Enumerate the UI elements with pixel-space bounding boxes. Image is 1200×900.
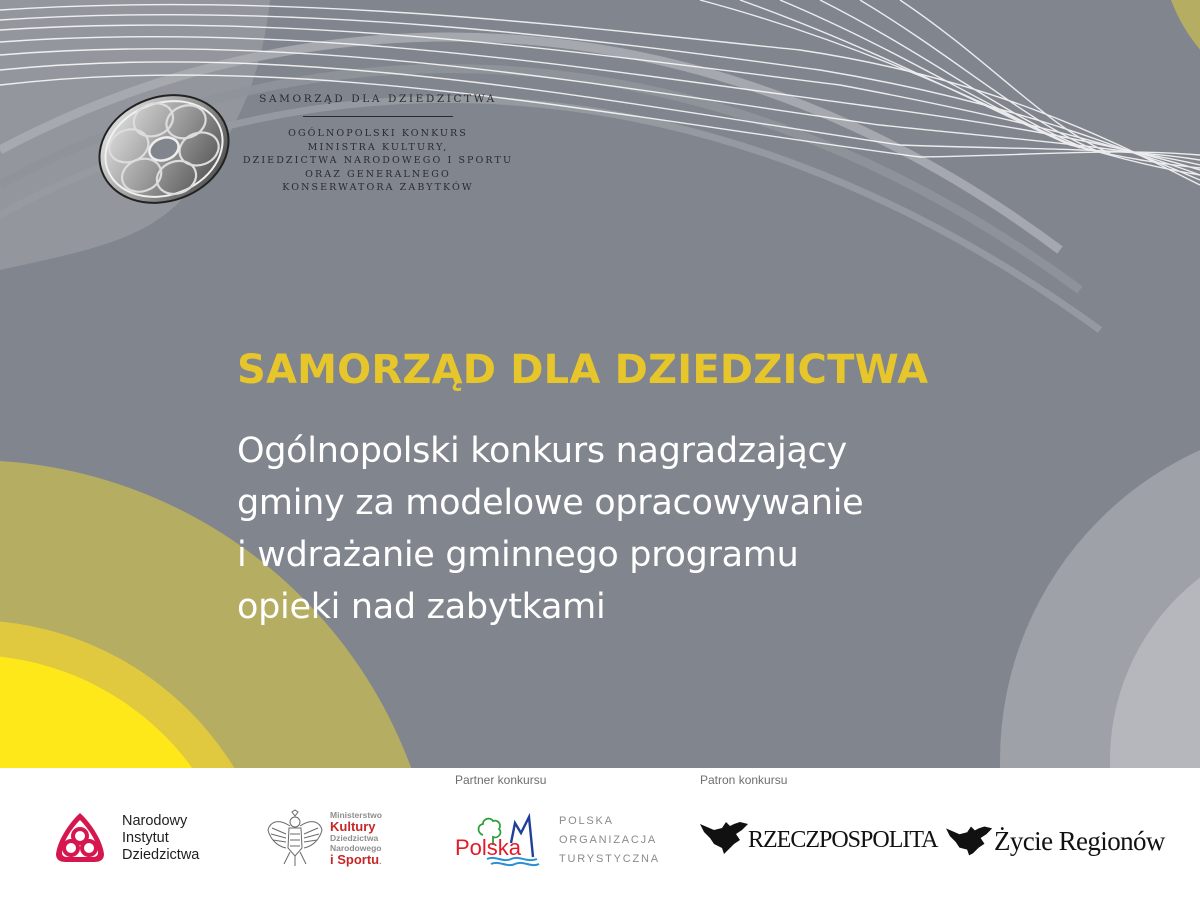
eagle-silhouette-icon <box>700 820 752 854</box>
zycie-regionow-name: Życie Regionów <box>994 826 1165 856</box>
zycie-regionow-logo <box>946 822 1165 856</box>
description-line: i wdrażanie gminnego programu <box>237 535 799 575</box>
eagle-silhouette-icon <box>946 822 996 856</box>
polska-logo-icon <box>455 813 545 869</box>
patron-label: Patron konkursu <box>700 773 788 787</box>
description-line: opieki nad zabytkami <box>237 587 606 627</box>
main-description <box>237 425 1057 633</box>
description-line: gminy za modelowe opracowywanie <box>237 483 864 523</box>
competition-header <box>228 92 528 195</box>
pot-logo <box>455 812 660 869</box>
ministry-name: Ministerstwo Kultury Dziedzictwa Narodowego i Sportu. <box>330 810 382 867</box>
header-subtitle: OGÓLNOPOLSKI KONKURS MINISTRA KULTURY, DZIEDZICTWA NARODOWEGO I SPORTU ORAZ GENERALNEGO KONSERWATORA ZABYTKÓW <box>242 128 514 193</box>
rzeczpospolita-logo <box>700 820 937 854</box>
polska-wordmark: Polska <box>455 834 522 860</box>
header-divider <box>303 116 453 117</box>
main-title: SAMORZĄD DLA DZIEDZICTWA <box>237 347 929 393</box>
partner-label: Partner konkursu <box>455 773 547 787</box>
ministry-logo <box>266 808 382 868</box>
eagle-emblem-icon <box>266 808 324 868</box>
nid-logo <box>52 810 199 866</box>
description-line: Ogólnopolski konkurs nagradzający <box>237 431 847 471</box>
nid-name: Narodowy Instytut Dziedzictwa <box>122 812 200 863</box>
nid-emblem-icon <box>52 810 108 866</box>
pot-name: POLSKA ORGANIZACJA TURYSTYCZNA <box>559 815 660 865</box>
competition-emblem-icon <box>94 86 234 212</box>
rzeczpospolita-name: RZECZPOSPOLITA <box>748 827 938 853</box>
header-title: SAMORZĄD DLA DZIEDZICTWA <box>259 93 497 105</box>
